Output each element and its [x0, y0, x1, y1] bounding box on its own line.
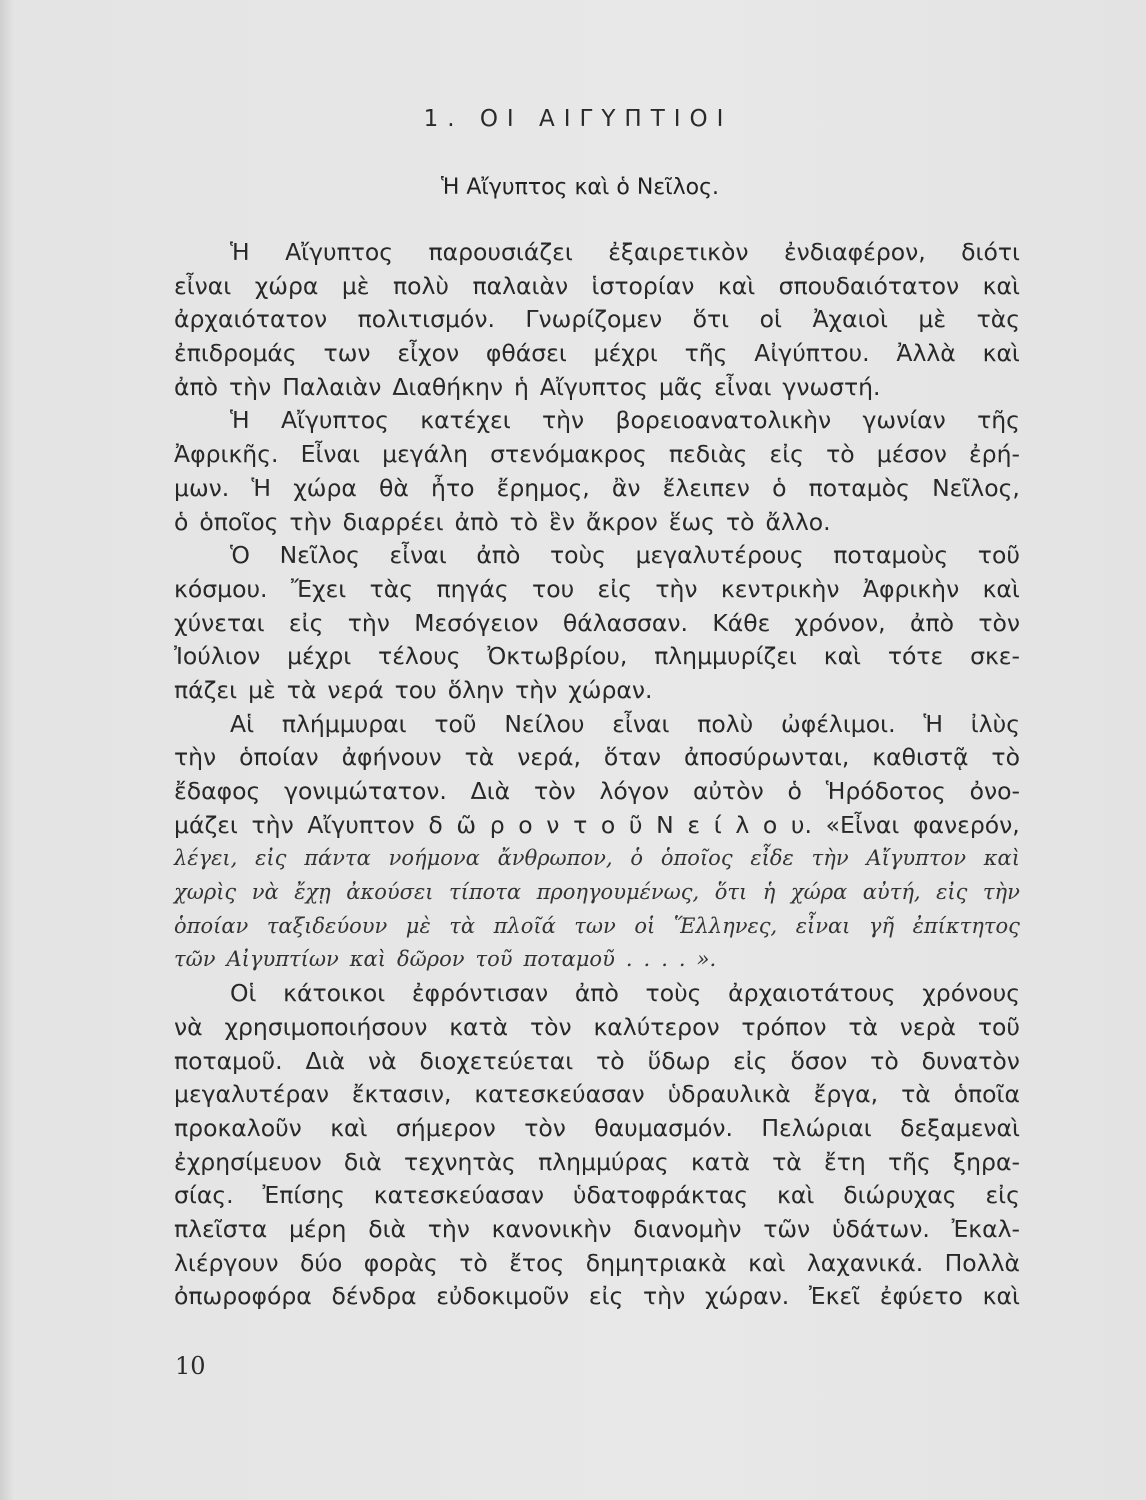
text-line: λιέργουν δύο φορὰς τὸ ἔτος δημητριακὰ καὶ λαχανικά. Πολλὰ — [174, 1248, 1020, 1277]
text-line: κόσμου. Ἔχει τὰς πηγάς του εἰς τὴν κεντρικὴν Ἀφρικὴν καὶ — [174, 574, 1020, 603]
text-line: Ἡ Αἴγυπτος κατέχει τὴν βορειοανατολικὴν γωνίαν τῆς — [230, 406, 1020, 435]
section-title: Ἡ Αἴγυπτος καὶ ὁ Νεῖλος. — [440, 175, 719, 200]
text-line: ἐχρησίμευον διὰ τεχνητὰς πλημμύρας κατὰ τὰ ἔτη τῆς ξηρα- — [174, 1147, 1020, 1176]
text-line: ποταμοῦ. Διὰ νὰ διοχετεύεται τὸ ὕδωρ εἰς ὅσον τὸ δυνατὸν — [174, 1046, 1020, 1075]
text-line: χωρὶς νὰ ἔχῃ ἀκούσει τίποτα προηγουμένως, ὅτι ἡ χώρα αὐτή, εἰς τὴν — [174, 880, 1020, 905]
text-line: σίας. Ἐπίσης κατεσκεύασαν ὑδατοφράκτας καὶ διώρυχας εἰς — [174, 1181, 1020, 1210]
text-line: χύνεται εἰς τὴν Μεσόγειον θάλασσαν. Κάθε χρόνον, ἀπὸ τὸν — [174, 608, 1020, 637]
text-line: ἔδαφος γονιμώτατον. Διὰ τὸν λόγον αὐτὸν ὁ Ἡρόδοτος ὀνο- — [174, 777, 1020, 805]
text-line: ἀρχαιότατον πολιτισμόν. Γνωρίζομεν ὅτι οἱ Ἀχαιοὶ μὲ τὰς — [174, 305, 1020, 334]
text-line: τῶν Αἰγυπτίων καὶ δῶρον τοῦ ποταμοῦ . . . . ». — [174, 947, 717, 972]
text-line: λέγει, εἰς πάντα νοήμονα ἄνθρωπον, ὁ ὁποῖος εἶδε τὴν Αἴγυπτον καὶ — [174, 846, 1020, 871]
page-number: 10 — [175, 1352, 206, 1380]
text-line: Οἱ κάτοικοι ἐφρόντισαν ἀπὸ τοὺς ἀρχαιοτάτους χρόνους — [230, 979, 1020, 1008]
text-line: Ὁ Νεῖλος εἶναι ἀπὸ τοὺς μεγαλυτέρους ποταμοὺς τοῦ — [230, 541, 1020, 570]
text-line: ὁ ὁποῖος τὴν διαρρέει ἀπὸ τὸ ἓν ἄκρον ἕως τὸ ἄλλο. — [174, 507, 831, 536]
text-line: μων. Ἡ χώρα θὰ ἦτο ἔρημος, ἂν ἔλειπεν ὁ ποταμὸς Νεῖλος, — [174, 473, 1020, 502]
text-line: μάζει τὴν Αἴγυπτον δ ῶ ρ ο ν τ ο ῦ Ν ε ί λ ο υ. «Εἶναι φανερόν, — [174, 810, 1020, 839]
text-line: ὁποίαν ταξιδεύουν μὲ τὰ πλοῖά των οἱ Ἕλληνες, εἶναι γῆ ἐπίκτητος — [174, 913, 1020, 938]
text-line: πάζει μὲ τὰ νερά του ὅλην τὴν χώραν. — [174, 675, 653, 704]
text-line: μεγαλυτέραν ἔκτασιν, κατεσκεύασαν ὑδραυλικὰ ἔργα, τὰ ὁποῖα — [174, 1080, 1020, 1109]
text-line: ἀπὸ τὴν Παλαιὰν Διαθήκην ἡ Αἴγυπτος μᾶς εἶναι γνωστή. — [174, 372, 881, 401]
text-line: Αἱ πλήμμυραι τοῦ Νείλου εἶναι πολὺ ὠφέλιμοι. Ἡ ἰλὺς — [230, 709, 1020, 738]
text-line: τὴν ὁποίαν ἀφήνουν τὰ νερά, ὅταν ἀποσύρωνται, καθιστᾷ τὸ — [174, 743, 1020, 772]
text-line: πλεῖστα μέρη διὰ τὴν κανονικὴν διανομὴν τῶν ὑδάτων. Ἐκαλ- — [174, 1214, 1020, 1243]
text-line: Ἀφρικῆς. Εἶναι μεγάλη στενόμακρος πεδιὰς εἰς τὸ μέσον ἐρή- — [174, 440, 1020, 469]
text-line: νὰ χρησιμοποιήσουν κατὰ τὸν καλύτερον τρόπον τὰ νερὰ τοῦ — [174, 1012, 1020, 1041]
chapter-title: 1. ΟΙ ΑΙΓΥΠΤΙΟΙ — [423, 106, 733, 132]
text-line: ὀπωροφόρα δένδρα εὐδοκιμοῦν εἰς τὴν χώραν. Ἐκεῖ ἐφύετο καὶ — [174, 1282, 1020, 1311]
body-text — [174, 236, 1020, 1314]
text-line: προκαλοῦν καὶ σήμερον τὸν θαυμασμόν. Πελώριαι δεξαμεναὶ — [174, 1113, 1020, 1142]
text-line: ἐπιδρομάς των εἶχον φθάσει μέχρι τῆς Αἰγύπτου. Ἀλλὰ καὶ — [174, 339, 1020, 368]
text-line: Ἡ Αἴγυπτος παρουσιάζει ἐξαιρετικὸν ἐνδιαφέρον, διότι — [230, 238, 1020, 266]
text-line: Ἰούλιον μέχρι τέλους Ὀκτωβρίου, πλημμυρίζει καὶ τότε σκε- — [174, 642, 1020, 671]
text-line: εἶναι χώρα μὲ πολὺ παλαιὰν ἱστορίαν καὶ σπουδαιότατον καὶ — [174, 271, 1020, 300]
